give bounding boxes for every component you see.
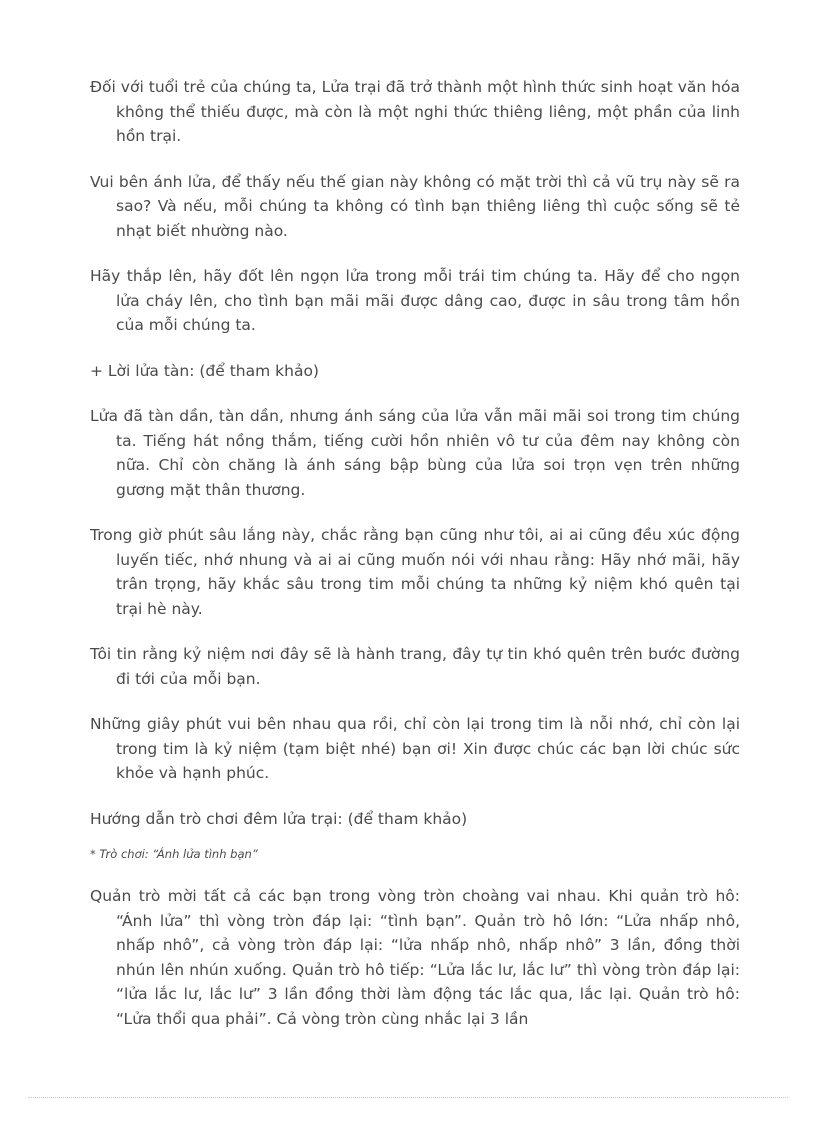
game-title: * Trò chơi: “Ánh lửa tình bạn” bbox=[90, 847, 258, 861]
section-heading-game-guide: Hướng dẫn trò chơi đêm lửa trại: (để tham khảo) bbox=[90, 809, 468, 828]
paragraph-game-instructions: Quản trò mời tất cả các bạn trong vòng tròn choàng vai nhau. Khi quản trò hô: “Ánh lửa” thì vòng tròn đáp lại: “tình bạn”. Quản trò hô lớn: “Lửa nhấp nhô, nhấp nhô”, cả vòng tròn đáp lại: “lửa nhấp nhô, nhấp nhô” 3 lần, đồng thời nhún lên nhún xuống. Quản trò hô tiếp: “Lửa lắc lư, lắc lư” thì vòng tròn đáp lại: “lửa lắc lư, lắc lư” 3 lần đồng thời làm động tác lắc qua, lắc lại. Quản trò hô: “Lửa thổi qua phải”. Cả vòng tròn cùng nhắc lại 3 lần bbox=[90, 887, 740, 1028]
paragraph-memories: Tôi tin rằng kỷ niệm nơi đây sẽ là hành trang, đây tự tin khó quên trên bước đường đi tới của mỗi bạn. bbox=[90, 645, 740, 688]
footer-divider bbox=[28, 1097, 788, 1098]
paragraph-light-up: Hãy thắp lên, hãy đốt lên ngọn lửa trong mỗi trái tim chúng ta. Hãy để cho ngọn lửa cháy lên, cho tình bạn mãi mãi được dâng cao, được in sâu trong tâm hồn của mỗi chúng ta. bbox=[90, 267, 740, 334]
paragraph-firelight: Vui bên ánh lửa, để thấy nếu thế gian này không có mặt trời thì cả vũ trụ này sẽ ra sao? Và nếu, mỗi chúng ta không có tình bạn thiêng liêng thì cuộc sống sẽ tẻ nhạt biết nhường nào. bbox=[90, 172, 740, 240]
paragraph-farewell: Những giây phút vui bên nhau qua rồi, chỉ còn lại trong tim là nỗi nhớ, chỉ còn lại trong tim là kỷ niệm (tạm biệt nhé) bạn ơi! Xin được chúc các bạn lời chúc sức khỏe và hạnh phúc. bbox=[90, 715, 740, 782]
paragraph-moment: Trong giờ phút sâu lắng này, chắc rằng bạn cũng như tôi, ai ai cũng đều xúc động luyến tiếc, nhớ nhung và ai ai cũng muốn nói với nhau rằng: Hãy nhớ mãi, hãy trân trọng, hãy khắc sâu trong tim mỗi chúng ta những kỷ niệm khó quên tại trại hè này. bbox=[90, 526, 740, 618]
document-body bbox=[90, 75, 740, 1052]
section-heading-fire-ending: + Lời lửa tàn: (để tham khảo) bbox=[90, 361, 319, 380]
paragraph-fire-fading: Lửa đã tàn dần, tàn dần, nhưng ánh sáng của lửa vẫn mãi mãi soi trong tim chúng ta. Tiếng hát nồng thắm, tiếng cười hồn nhiên vô tư của đêm nay không còn nữa. Chỉ còn chăng là ánh sáng bập bùng của lửa soi trọn vẹn trên những gương mặt thân thương. bbox=[90, 407, 740, 499]
paragraph-campfire-intro: Đối với tuổi trẻ của chúng ta, Lửa trại đã trở thành một hình thức sinh hoạt văn hóa không thể thiếu được, mà còn là một nghi thức thiêng liêng, một phần của linh hồn trại. bbox=[90, 78, 740, 145]
